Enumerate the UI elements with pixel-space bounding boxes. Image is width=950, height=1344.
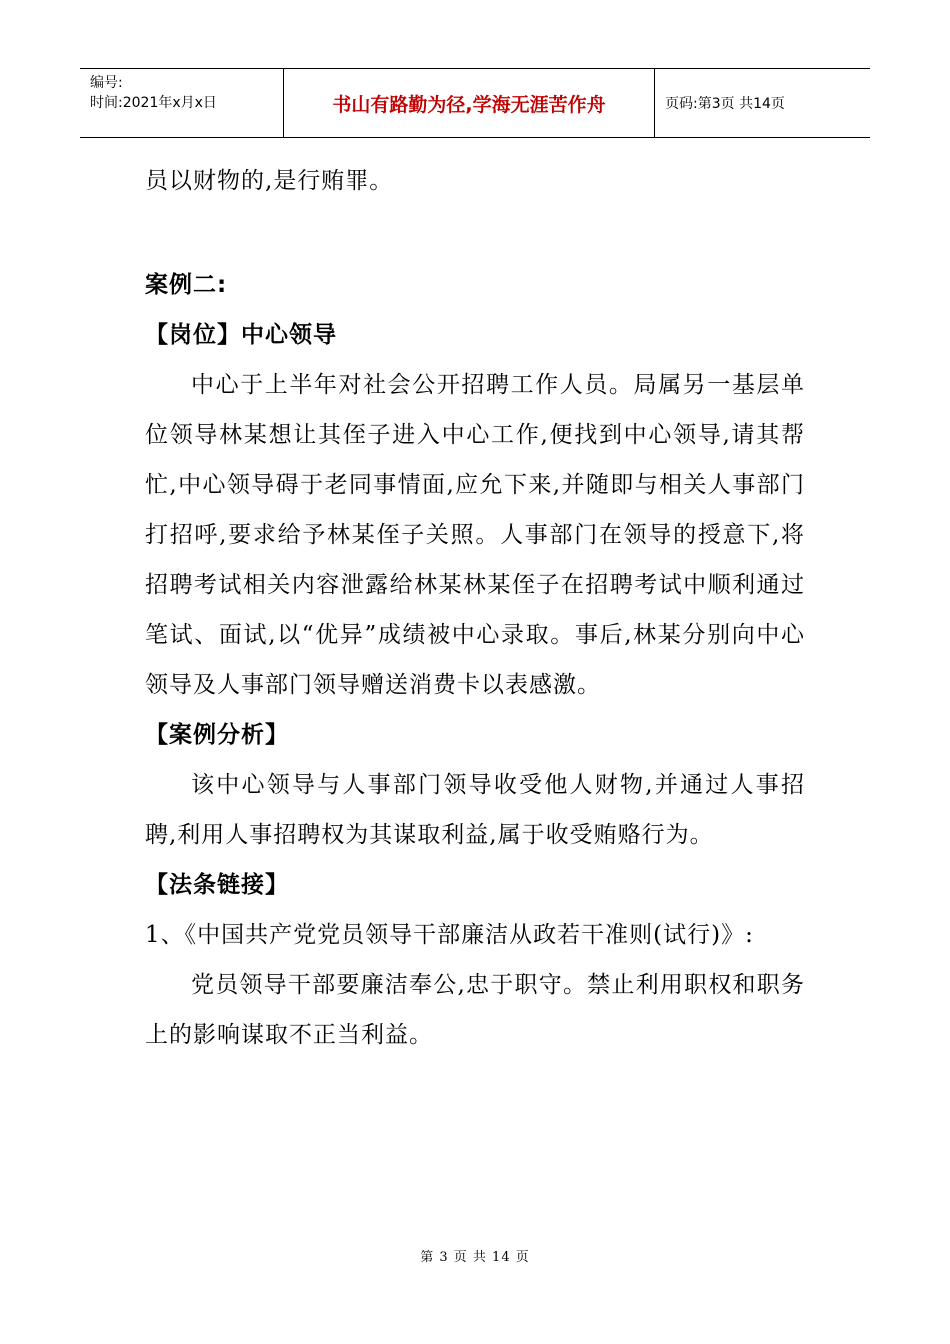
doc-number-label: 编号: — [90, 75, 123, 91]
law-text: 党员领导干部要廉洁奉公,忠于职守。禁止利用职权和职务上的影响谋取不正当利益。 — [145, 972, 805, 1048]
case-heading: 案例二: — [145, 272, 228, 298]
page-header — [80, 68, 870, 138]
header-motto: 书山有路勤为径,学海无涯苦作舟 — [283, 69, 655, 137]
analysis-text: 该中心领导与人事部门领导收受他人财物,并通过人事招聘,利用人事招聘权为其谋取利益,属于收受贿赂行为。 — [145, 772, 805, 848]
law-heading: 【法条链接】 — [145, 872, 289, 898]
doc-time-label: 时间:2021年x月x日 — [90, 95, 217, 111]
header-page-info: 页码:第3页 共14页 — [665, 96, 785, 112]
spacer — [145, 206, 805, 260]
post-heading: 【岗位】中心领导 — [145, 322, 337, 348]
document-body — [145, 156, 805, 1060]
paragraph-continued: 员以财物的,是行贿罪。 — [145, 168, 394, 194]
page-footer: 第 3 页 共 14 页 — [420, 1250, 530, 1265]
case-description: 中心于上半年对社会公开招聘工作人员。局属另一基层单位领导林某想让其侄子进入中心工作,便找到中心领导,请其帮忙,中心领导碍于老同事情面,应允下来,并随即与相关人事部门打招呼,要求给予林某侄子关照。人事部门在领导的授意下,将招聘考试相关内容泄露给林某林某侄子在招聘考试中顺利通过笔试、面试,以“优异”成绩被中心录取。事后,林某分别向中心领导及人事部门领导赠送消费卡以表感激。 — [145, 372, 805, 698]
law-reference: 1、《中国共产党党员领导干部廉洁从政若干准则(试行)》: — [145, 922, 754, 948]
header-meta — [80, 69, 283, 137]
analysis-heading: 【案例分析】 — [145, 722, 289, 748]
